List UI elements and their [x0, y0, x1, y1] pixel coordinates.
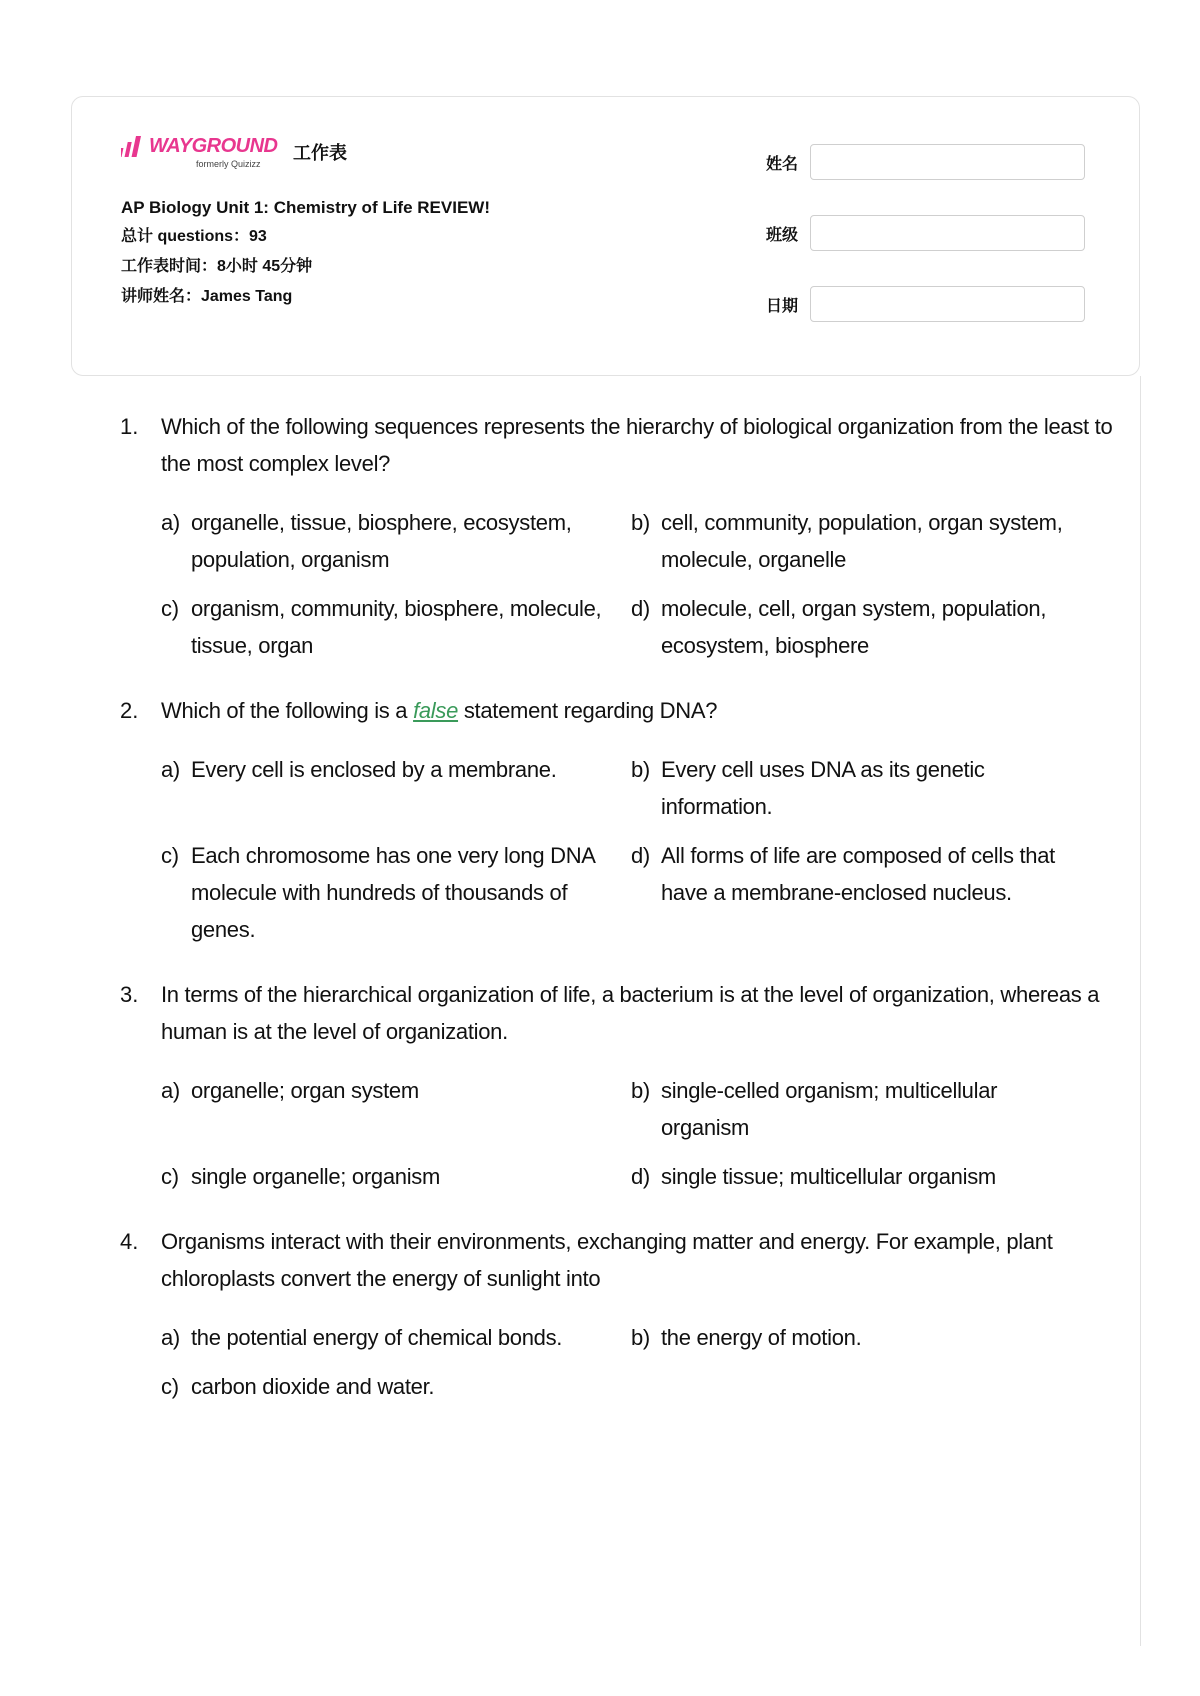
answer-options [161, 751, 1120, 948]
question-text: Which of the following sequences represents the hierarchy of biological organization from the least to the most complex level? [161, 414, 1113, 476]
question-number: 4. [120, 1229, 139, 1254]
option-letter: c) [161, 1164, 179, 1189]
answer-option[interactable] [631, 837, 1086, 948]
class-input[interactable] [810, 215, 1085, 251]
answer-option[interactable] [631, 1158, 1086, 1195]
option-text: Every cell uses DNA as its genetic information. [661, 757, 985, 819]
brand [121, 135, 347, 171]
worksheet-title: AP Biology Unit 1: Chemistry of Life REVIEW! [121, 198, 490, 217]
option-letter: c) [161, 843, 179, 868]
document-type: 工作表 [293, 143, 347, 163]
answer-option[interactable] [631, 590, 1086, 664]
option-text: Every cell is enclosed by a membrane. [191, 757, 557, 782]
answer-option[interactable] [631, 1319, 1086, 1356]
option-text: molecule, cell, organ system, population, ecosystem, biosphere [661, 596, 1047, 658]
answer-option[interactable] [161, 837, 631, 948]
answer-option[interactable] [161, 1158, 631, 1195]
answer-option[interactable] [631, 1072, 1086, 1146]
date-input[interactable] [810, 286, 1085, 322]
option-text: single-celled organism; multicellular organism [661, 1078, 998, 1140]
option-text: All forms of life are composed of cells that have a membrane-enclosed nucleus. [661, 843, 1055, 905]
answer-option[interactable] [161, 1368, 631, 1405]
page-divider [1140, 376, 1141, 1646]
option-letter: b) [631, 1078, 650, 1103]
question [120, 408, 1120, 664]
option-letter: a) [161, 1078, 180, 1103]
date-label: 日期 [766, 297, 799, 315]
option-text: carbon dioxide and water. [191, 1374, 435, 1399]
question-text-after: statement regarding DNA? [458, 698, 718, 723]
option-letter: c) [161, 1374, 179, 1399]
question-list [120, 408, 1120, 1433]
answer-option[interactable] [631, 504, 1086, 578]
class-field [766, 215, 1085, 251]
option-letter: d) [631, 843, 650, 868]
option-letter: b) [631, 1325, 650, 1350]
answer-option[interactable] [161, 504, 631, 578]
question-emphasis: false [413, 698, 459, 723]
option-letter: a) [161, 1325, 180, 1350]
answer-option[interactable] [161, 1072, 631, 1146]
question [120, 692, 1120, 948]
name-label: 姓名 [766, 155, 799, 173]
answer-option[interactable] [631, 751, 1086, 825]
worksheet-header [71, 96, 1140, 376]
option-letter: a) [161, 757, 180, 782]
wayground-logo [121, 135, 287, 171]
option-text: Each chromosome has one very long DNA molecule with hundreds of thousands of genes. [191, 843, 595, 942]
instructor-name: 讲师姓名：James Tang [121, 288, 293, 305]
option-letter: a) [161, 510, 180, 535]
option-letter: b) [631, 510, 650, 535]
option-text: organelle; organ system [191, 1078, 419, 1103]
option-text: the potential energy of chemical bonds. [191, 1325, 563, 1350]
option-letter: c) [161, 596, 179, 621]
question-text: In terms of the hierarchical organization of life, a bacterium is at the level of organization, whereas a human is at the level of organization. [161, 982, 1100, 1044]
option-text: cell, community, population, organ system, molecule, organelle [661, 510, 1063, 572]
logo-wordmark: WAYGROUND [149, 135, 278, 157]
option-text: organelle, tissue, biosphere, ecosystem, population, organism [191, 510, 572, 572]
logo-subtext: formerly Quizizz [196, 159, 261, 169]
question [120, 1223, 1120, 1405]
question-number: 3. [120, 982, 139, 1007]
answer-option[interactable] [161, 1319, 631, 1356]
option-text: organism, community, biosphere, molecule, tissue, organ [191, 596, 602, 658]
option-letter: d) [631, 596, 650, 621]
name-field [766, 144, 1085, 180]
answer-option[interactable] [161, 751, 631, 825]
option-text: single organelle; organism [191, 1164, 441, 1189]
date-field [766, 286, 1085, 322]
answer-options [161, 1319, 1120, 1405]
total-questions: 总计 questions：93 [121, 228, 267, 245]
question [120, 976, 1120, 1195]
answer-options [161, 1072, 1120, 1195]
worksheet-duration: 工作表时间：8小时 45分钟 [121, 258, 313, 275]
question-text-before: Which of the following is a [161, 698, 414, 723]
question-text: Organisms interact with their environments, exchanging matter and energy. For example, plant chloroplasts convert the energy of sunlight into [161, 1229, 1053, 1291]
option-letter: d) [631, 1164, 650, 1189]
logo-bars-icon [121, 136, 147, 158]
option-letter: b) [631, 757, 650, 782]
option-text: single tissue; multicellular organism [661, 1164, 996, 1189]
answer-option[interactable] [161, 590, 631, 664]
question-text [161, 692, 1120, 729]
question-number: 2. [120, 698, 139, 723]
worksheet-meta [121, 197, 641, 312]
option-text: the energy of motion. [661, 1325, 862, 1350]
answer-options [161, 504, 1120, 664]
class-label: 班级 [766, 226, 799, 244]
name-input[interactable] [810, 144, 1085, 180]
question-number: 1. [120, 414, 139, 439]
